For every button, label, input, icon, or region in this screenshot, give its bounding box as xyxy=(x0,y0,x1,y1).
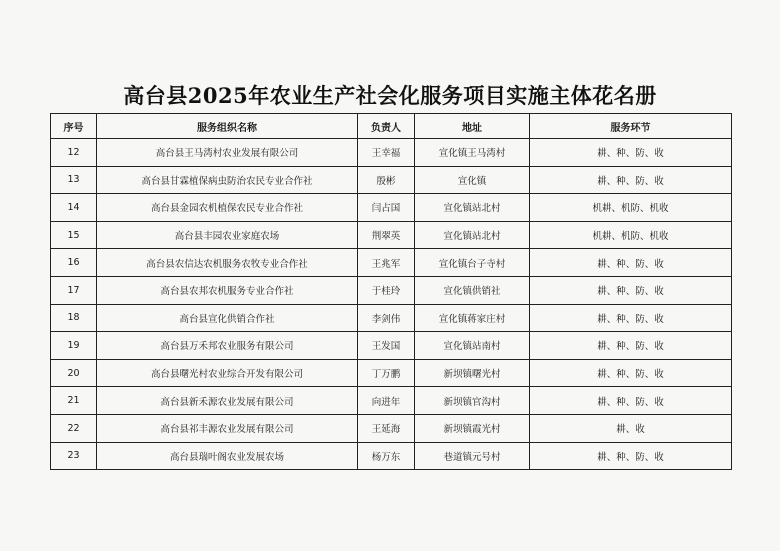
cell-leader: 杨万东 xyxy=(358,442,415,470)
cell-org-name: 高台县甘霖植保病虫防治农民专业合作社 xyxy=(97,166,358,194)
cell-service: 耕、种、防、收 xyxy=(530,359,732,387)
cell-org-name: 高台县祁丰源农业发展有限公司 xyxy=(97,414,358,442)
cell-org-name: 高台县王马湾村农业发展有限公司 xyxy=(97,139,358,167)
cell-index: 16 xyxy=(51,249,97,277)
cell-service: 耕、种、防、收 xyxy=(530,276,732,304)
cell-service: 机耕、机防、机收 xyxy=(530,221,732,249)
cell-index: 18 xyxy=(51,304,97,332)
cell-org-name: 高台县曙光村农业综合开发有限公司 xyxy=(97,359,358,387)
cell-service: 耕、种、防、收 xyxy=(530,166,732,194)
cell-org-name: 高台县宣化供销合作社 xyxy=(97,304,358,332)
table-row xyxy=(51,166,732,194)
cell-service: 耕、种、防、收 xyxy=(530,139,732,167)
table-row xyxy=(51,442,732,470)
cell-leader: 殷彬 xyxy=(358,166,415,194)
document-title: 高台县2025年农业生产社会化服务项目实施主体花名册 xyxy=(123,83,657,108)
table-row xyxy=(51,194,732,222)
header-org-name: 服务组织名称 xyxy=(97,114,358,139)
cell-service: 耕、收 xyxy=(530,414,732,442)
cell-address: 宣化镇站北村 xyxy=(415,194,530,222)
cell-service: 耕、种、防、收 xyxy=(530,249,732,277)
header-index: 序号 xyxy=(51,114,97,139)
cell-leader: 李剑伟 xyxy=(358,304,415,332)
header-address: 地址 xyxy=(415,114,530,139)
cell-service: 耕、种、防、收 xyxy=(530,332,732,360)
cell-address: 新坝镇官沟村 xyxy=(415,387,530,415)
roster-table xyxy=(50,113,732,470)
cell-leader: 王兆军 xyxy=(358,249,415,277)
cell-org-name: 高台县农邦农机服务专业合作社 xyxy=(97,276,358,304)
cell-org-name: 高台县瑞叶阁农业发展农场 xyxy=(97,442,358,470)
cell-index: 13 xyxy=(51,166,97,194)
cell-index: 19 xyxy=(51,332,97,360)
cell-address: 宣化镇蒋家庄村 xyxy=(415,304,530,332)
cell-address: 巷道镇元号村 xyxy=(415,442,530,470)
cell-leader: 于桂玲 xyxy=(358,276,415,304)
table-row xyxy=(51,249,732,277)
cell-org-name: 高台县金园农机植保农民专业合作社 xyxy=(97,194,358,222)
cell-address: 宣化镇供销社 xyxy=(415,276,530,304)
cell-org-name: 高台县农信达农机服务农牧专业合作社 xyxy=(97,249,358,277)
table-row xyxy=(51,387,732,415)
cell-index: 21 xyxy=(51,387,97,415)
cell-index: 17 xyxy=(51,276,97,304)
table-header-row xyxy=(51,114,732,139)
cell-address: 新坝镇霞光村 xyxy=(415,414,530,442)
cell-address: 宣化镇站北村 xyxy=(415,221,530,249)
cell-index: 14 xyxy=(51,194,97,222)
cell-leader: 向进年 xyxy=(358,387,415,415)
cell-address: 宣化镇台子寺村 xyxy=(415,249,530,277)
table-row xyxy=(51,139,732,167)
cell-leader: 荆翠英 xyxy=(358,221,415,249)
cell-index: 15 xyxy=(51,221,97,249)
cell-org-name: 高台县万禾邦农业服务有限公司 xyxy=(97,332,358,360)
table-row xyxy=(51,414,732,442)
cell-index: 23 xyxy=(51,442,97,470)
cell-index: 12 xyxy=(51,139,97,167)
cell-service: 机耕、机防、机收 xyxy=(530,194,732,222)
cell-org-name: 高台县新禾源农业发展有限公司 xyxy=(97,387,358,415)
cell-index: 22 xyxy=(51,414,97,442)
cell-leader: 王延海 xyxy=(358,414,415,442)
cell-leader: 闫占国 xyxy=(358,194,415,222)
table-row xyxy=(51,276,732,304)
cell-address: 宣化镇 xyxy=(415,166,530,194)
cell-leader: 丁万鹏 xyxy=(358,359,415,387)
table-row xyxy=(51,221,732,249)
cell-leader: 王发国 xyxy=(358,332,415,360)
cell-org-name: 高台县丰园农业家庭农场 xyxy=(97,221,358,249)
table-row xyxy=(51,359,732,387)
table-row xyxy=(51,304,732,332)
header-leader: 负责人 xyxy=(358,114,415,139)
cell-service: 耕、种、防、收 xyxy=(530,387,732,415)
header-service: 服务环节 xyxy=(530,114,732,139)
cell-service: 耕、种、防、收 xyxy=(530,442,732,470)
cell-address: 宣化镇王马湾村 xyxy=(415,139,530,167)
table-row xyxy=(51,332,732,360)
cell-address: 宣化镇站南村 xyxy=(415,332,530,360)
cell-service: 耕、种、防、收 xyxy=(530,304,732,332)
cell-leader: 王幸福 xyxy=(358,139,415,167)
cell-address: 新坝镇曙光村 xyxy=(415,359,530,387)
cell-index: 20 xyxy=(51,359,97,387)
